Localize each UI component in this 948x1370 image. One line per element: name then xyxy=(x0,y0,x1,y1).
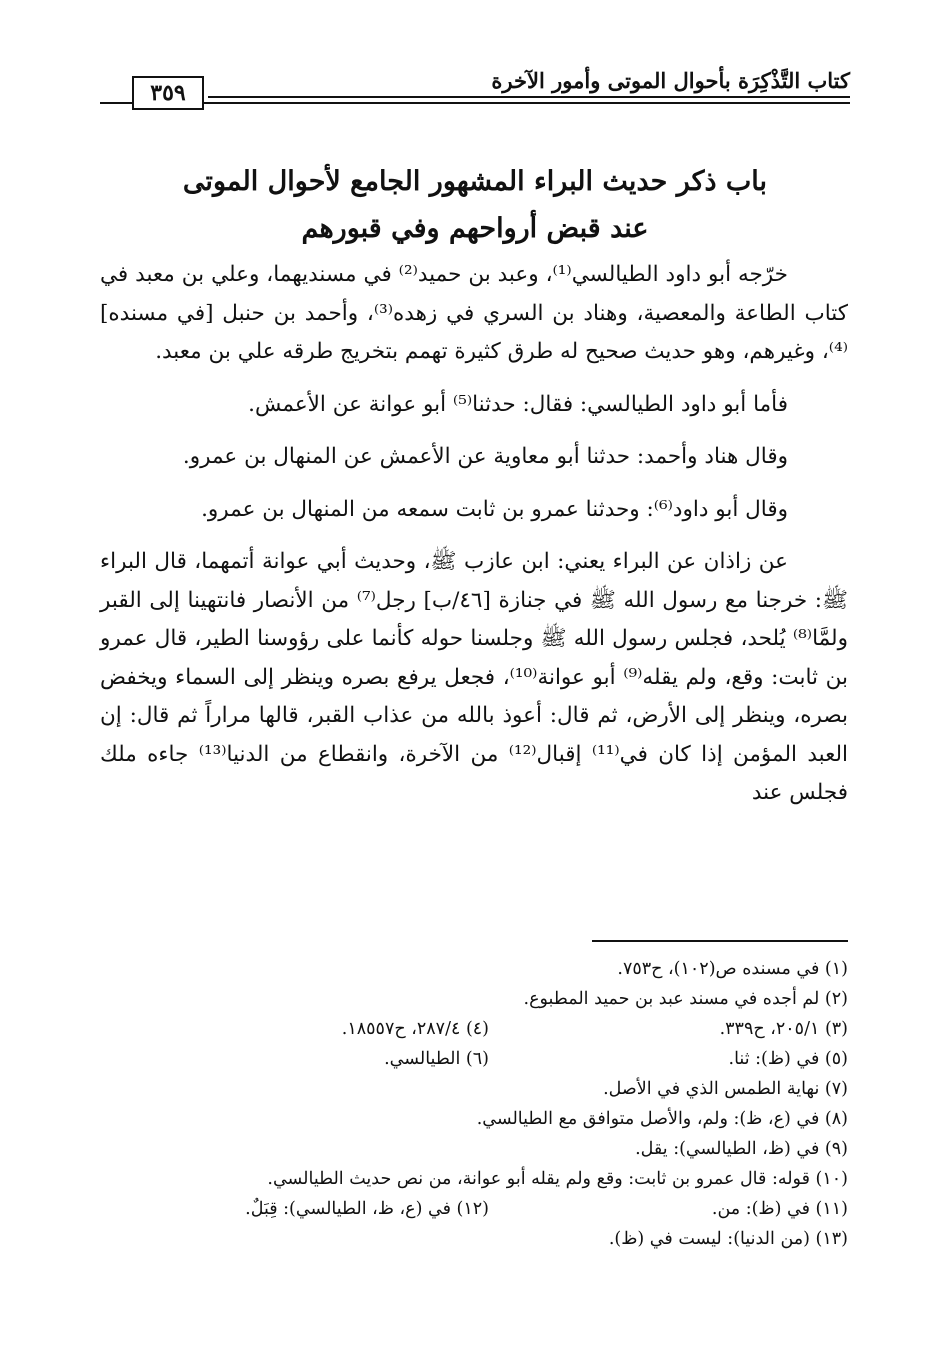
footnote-4: (٤) ٢٨٧/٤، ح١٨٥٥٧. xyxy=(341,1019,489,1039)
paragraph-3: وقال هناد وأحمد: حدثنا أبو معاوية عن الأعمش عن المنهال بن عمرو. xyxy=(182,444,788,469)
footnote-row-3-4 xyxy=(130,1014,848,1044)
paragraph-4: وقال أبو داود⁽⁶⁾: وحدثنا عمرو بن ثابت سمعه من المنهال بن عمرو. xyxy=(201,496,788,522)
footnote-10: (١٠) قوله: قال عمرو بن ثابت: وقع ولم يقله أبو عوانة، من نص حديث الطيالسي. xyxy=(267,1169,848,1189)
chapter-title-line-2: عند قبض أرواحهم وفي قبورهم xyxy=(301,213,649,244)
paragraph-1: خرّجه أبو داود الطيالسي⁽¹⁾، وعبد بن حميد⁽²⁾ في مسنديهما، وعلي بن معبد في كتاب الطاعة والمعصية، وهناد بن السري في زهده⁽³⁾، وأحمد بن حنبل [في مسنده]⁽⁴⁾، وغيرهم، وهو حديث صحيح له طرق كثيرة تهمم بتخريج طرقه علي بن معبد. xyxy=(100,262,849,364)
footnote-5: (٥) في (ظ): ثنا. xyxy=(728,1049,848,1069)
chapter-title-line-1: باب ذكر حديث البراء المشهور الجامع لأحوال الموتى xyxy=(182,166,768,197)
footnote-9: (٩) في (ظ، الطيالسي): يقل. xyxy=(635,1139,848,1159)
footnote-row-11-12 xyxy=(130,1194,848,1224)
footnote-12: (١٢) في (ع، ظ، الطيالسي): قِبَلٌ. xyxy=(245,1199,489,1219)
footnote-separator xyxy=(592,940,848,942)
main-text xyxy=(100,256,848,813)
footnote-3: (٣) ٢٠٥/١، ح٣٣٩. xyxy=(719,1019,848,1039)
footnote-2: (٢) لم أجده في مسند عبد بن حميد المطبوع. xyxy=(523,989,848,1009)
footnote-6: (٦) الطيالسي. xyxy=(384,1049,489,1069)
footnote-11: (١١) في (ظ): من. xyxy=(711,1199,848,1219)
page-header xyxy=(100,62,850,110)
footnote-13: (١٣) (من الدنيا): ليست في (ظ). xyxy=(608,1229,848,1249)
header-rule-top xyxy=(208,96,850,98)
page-number: ٣٥٩ xyxy=(132,76,204,110)
paragraph-5: عن زاذان عن البراء يعني: ابن عازب ﷺ، وحديث أبي عوانة أتمهما، قال البراء ﷺ: خرجنا مع رسول الله ﷺ في جنازة [٤٦/ب] رجل⁽⁷⁾ من الأنصار فانتهينا إلى القبر ولمَّا⁽⁸⁾ يُلحد، فجلس رسول الله ﷺ وجلسنا حوله كأنما على رؤوسنا الطير، قال عمرو بن ثابت: وقع، ولم يقله⁽⁹⁾ أبو عوانة⁽¹⁰⁾، فجعل يرفع بصره وينظر إلى السماء ويخفض بصره، وينظر إلى الأرض، ثم قال: أعوذ بالله من عذاب القبر، قالها مراراً ثم قال: إن العبد المؤمن إذا كان في⁽¹¹⁾ إقبال⁽¹²⁾ من الآخرة، وانقطاع من الدنيا⁽¹³⁾ جاءه ملك فجلس عند xyxy=(100,549,849,805)
footnote-7: (٧) نهاية الطمس الذي في الأصل. xyxy=(603,1079,848,1099)
running-title: كتاب التَّذْكِرَة بأحوال الموتى وأمور الآخرة xyxy=(491,68,850,93)
chapter-title xyxy=(100,158,850,252)
footnote-8: (٨) في (ع، ظ): ولم، والأصل متوافق مع الطيالسي. xyxy=(476,1109,848,1129)
footnotes xyxy=(130,954,848,1254)
paragraph-2: فأما أبو داود الطيالسي: فقال: حدثنا⁽⁵⁾ أبو عوانة عن الأعمش. xyxy=(248,391,788,417)
footnote-1: (١) في مسنده ص(١٠٢)، ح٧٥٣. xyxy=(617,959,848,979)
footnote-row-5-6 xyxy=(130,1044,848,1074)
header-rule-bottom xyxy=(100,102,850,104)
